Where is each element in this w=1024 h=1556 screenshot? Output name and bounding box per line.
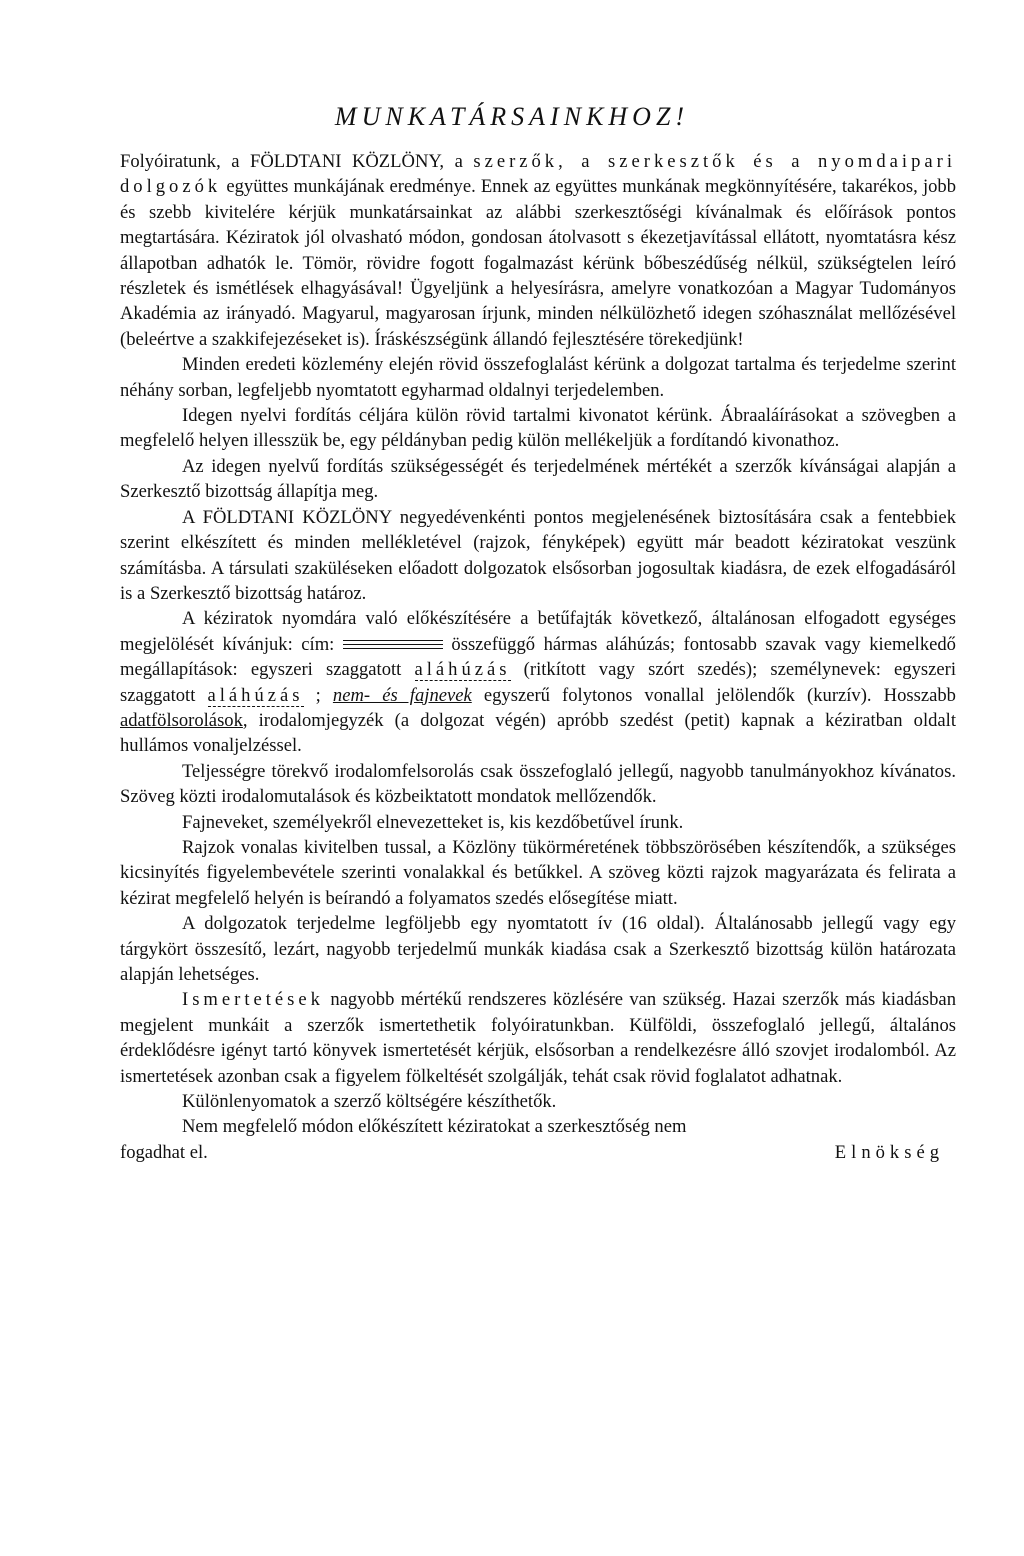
reviews-text: nagyobb mértékű rendszeres közlésére van szükség. Hazai szerzők más kiadásban megjelent munkáit a szerzők ismertethetik folyóiratunkban. Külföldi, összefoglaló jellegű, általános érdeklődésre igényt tartó könyvek ismertetését kérjük, elsősorban a rendelkezésre álló szovjet irodalomból. Az ismertetések azonban csak a figyelem fölkeltését szolgálják, tehát csak rövid foglalatot adhatnak. bbox=[120, 989, 956, 1087]
typesetting-text-j: , irodalomjegyzék (a dolgozat végén) apróbb szedést (petit) kapnak a kéziratban oldalt hullámos vonaljelzéssel. bbox=[120, 709, 956, 757]
paragraph-drawings: Rajzok vonalas kivitelben tussal, a Közlöny tükörméretének többszörösében készítendők, a szükséges kicsinyítés figyelembevétele szerinti vonalakkal és betűkkel. A szöveg közti rajzok magyarázata és felirata a kézirat megfelelő helyén is beírandó a folyamatos szedés elősegítése miatt. bbox=[120, 836, 956, 909]
signature: Elnökség bbox=[834, 1141, 944, 1163]
typesetting-text-a: A kéziratok nyomdára való előkészítésére a betűfajták következő, általánosan elfogadott egységes megjelölését kívánjuk: cím: bbox=[120, 608, 956, 655]
closing-line bbox=[120, 1140, 956, 1165]
triple-underline-mark bbox=[343, 637, 443, 653]
typesetting-italic-phrase: nem- és fajnevek bbox=[332, 684, 472, 706]
typesetting-underlined-word: adatfölsorolások bbox=[120, 709, 243, 731]
paragraph-translation-need: Az idegen nyelvű fordítás szükségességét és terjedelmének mértékét a szerzők kívánságai alapján a Szerkesztő bizottság állapítja meg. bbox=[120, 455, 956, 503]
typesetting-text-b: összefüggő hármas aláhúzás; fontosabb szavak vagy kiemelkedő megállapítások: egyszeri szaggatott bbox=[120, 633, 956, 681]
paragraph-length: A dolgozatok terjedelme legföljebb egy nyomtatott ív (16 oldal). Általánosabb jellegű vagy egy tárgykört összesítő, lezárt, nagyobb terjedelmű munkák kiadása csak a Szerkesztő bizottság külön határozata alapján lehetséges. bbox=[120, 913, 956, 985]
article-body bbox=[120, 149, 956, 1165]
paragraph-translation: Idegen nyelvi fordítás céljára külön rövid tartalmi kivonatot kérünk. Ábraaláírásokat a szövegben a megfelelő helyen illesszük be, egy példányban pedig külön mellékeljük a fordítandó kivonathoz. bbox=[120, 405, 956, 452]
paragraph-offprints: Különlenyomatok a szerző költségére készíthetők. bbox=[182, 1091, 557, 1113]
paragraph-references: Teljességre törekvő irodalomfelsorolás csak összefoglaló jellegű, nagyobb tanulmányokhoz kívánatos. Szöveg közti irodalomutalások és közbeiktatott mondatok mellőzendők. bbox=[120, 760, 956, 808]
paragraph-rejection: Nem megfelelő módon előkészített kéziratokat a szerkesztőség nem bbox=[182, 1116, 687, 1138]
reviews-spaced-word: Ismertetések bbox=[182, 989, 324, 1011]
paragraph-typesetting bbox=[120, 606, 956, 758]
paragraph-summary: Minden eredeti közlemény elején rövid összefoglalást kérünk a dolgozat tartalma és terjedelme szerint néhány sorban, legfeljebb nyomtatott egyharmad oldalnyi terjedelemben. bbox=[120, 354, 956, 401]
intro-text-a: Folyóiratunk, a FÖLDTANI KÖZLÖNY, a bbox=[120, 151, 474, 172]
page-title: MUNKATÁRSAINKHOZ! bbox=[334, 102, 690, 131]
intro-text-c: együttes munkájának eredménye. Ennek az együttes munkának megkönnyítésére, takarékos, jobb és szebb kivitelére kérjük munkatársainkat az alábbi szerkesztőségi kívánalmak és előírások pontos megtartására. Kéziratok jól olvasható módon, gondosan átolvasott s ékezetjavítással ellátott, nyomtatásra kész állapotban adhatók le. Tömör, rövidre fogott fogalmazást kérünk bőbeszédűség nélkül, szükségtelen leíró részletek és ismétlések elhagyásával! Ügyeljünk a helyesírásra, amelyre vonatkozóan a Magyar Tudományos Akadémia az irányadó. Magyarul, magyarosan írjunk, minden nélkülözhető idegen szóhasználat mellőzésével (beleértve a szakkifejezéseket is). Íráskészségünk állandó fejlesztésére törekedjünk! bbox=[120, 176, 956, 350]
closing-text: fogadhat el. bbox=[120, 1141, 208, 1163]
typesetting-text-d: (ritkított vagy szórt szedés); személynevek: egyszeri szaggatott bbox=[120, 659, 956, 706]
typesetting-dashed-word-1: aláhúzás bbox=[414, 659, 511, 681]
intro-spaced-text: szerzők, a szerkesztők és a nyomdaipari dolgozók bbox=[120, 151, 956, 198]
typesetting-dashed-word-2: aláhúzás bbox=[207, 684, 304, 706]
typesetting-text-h: egyszerű folytonos vonallal jelölendők (kurzív). Hosszabb bbox=[471, 684, 956, 706]
typesetting-text-f: ; bbox=[303, 684, 333, 706]
paragraph-publication: A FÖLDTANI KÖZLÖNY negyedévenkénti pontos megjelenésének biztosítására csak a fentebbiek szerint elkészített és minden mellékletével (rajzok, fényképek) együtt már beadott kéziratokat veszünk számításba. A társulati szaküléseken előadott dolgozatok elsősorban jogosultak kiadásra, de ezek elfogadásáról is a Szerkesztő bizottság határoz. bbox=[120, 506, 956, 604]
paragraph-reviews bbox=[120, 987, 956, 1089]
paragraph-intro bbox=[120, 149, 956, 352]
paragraph-species-names: Fajneveket, személyekről elnevezetteket is, kis kezdőbetűvel írunk. bbox=[182, 811, 684, 833]
